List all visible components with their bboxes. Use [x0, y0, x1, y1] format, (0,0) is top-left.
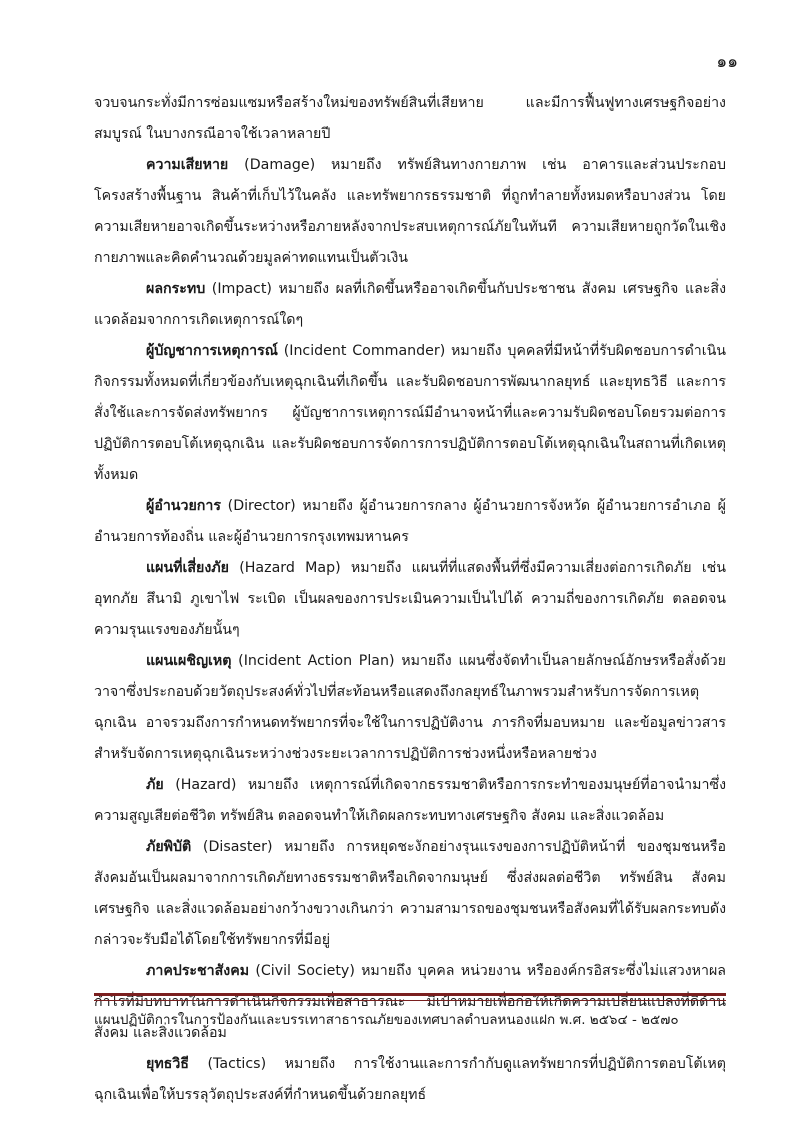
definition-impact	[94, 274, 726, 336]
definition-text: (Hazard) หมายถึง เหตุการณ์ที่เกิดจากธรรมชาติหรือการกระทำของมนุษย์ที่อาจนำมาซึ่ง ความสูญเสียต่อชีวิต ทรัพย์สิน ตลอดจนทำให้เกิดผลกระทบทางเศรษฐกิจ สังคม และสิ่งแวดล้อม	[94, 777, 726, 824]
definition-civil-society	[94, 956, 726, 1049]
definition-text: (Tactics) หมายถึง การใช้งานและการกำกับดูแลทรัพยากรที่ปฏิบัติการตอบโต้เหตุฉุกเฉินเพื่อให้บรรลุวัตถุประสงค์ที่กำหนดขึ้นด้วยกลยุทธ์	[94, 1056, 726, 1103]
definition-hazard	[94, 770, 726, 832]
term: ยุทธวิธี	[146, 1056, 189, 1072]
term: ความเสียหาย	[146, 157, 229, 173]
intro-paragraph: จวบจนกระทั่งมีการซ่อมแซมหรือสร้างใหม่ของทรัพย์สินที่เสียหาย และมีการฟื้นฟูทางเศรษฐกิจอย่างสมบูรณ์ ในบางกรณีอาจใช้เวลาหลายปี	[94, 95, 726, 142]
definition-damage	[94, 150, 726, 274]
footer-divider	[94, 993, 726, 1001]
definition-text: (Damage) หมายถึง ทรัพย์สินทางกายภาพ เช่น อาคารและส่วนประกอบ โครงสร้างพื้นฐาน สินค้าที่เก็บไว้ในคลัง และทรัพยากรธรรมชาติ ที่ถูกทำลายทั้งหมดหรือบางส่วน โดยความเสียหายอาจเกิดขึ้นระหว่างหรือภายหลังจากประสบเหตุการณ์ภัยในทันที ความเสียหายถูกวัดในเชิงกายภาพและคิดคำนวณด้วยมูลค่าทดแทนเป็นตัวเงิน	[94, 157, 726, 266]
term: ผู้บัญชาการเหตุการณ์	[146, 343, 278, 359]
definition-text: (Incident Action Plan) หมายถึง แผนซึ่งจัดทำเป็นลายลักษณ์อักษรหรือสั่งด้วยวาจาซึ่งประกอบด้วยวัตถุประสงค์ทั่วไปที่สะท้อนหรือแสดงถึงกลยุทธ์ในภาพรวมสำหรับการจัดการเหตุฉุกเฉิน อาจรวมถึงการกำหนดทรัพยากรที่จะใช้ในการปฏิบัติงาน ภารกิจที่มอบหมาย และข้อมูลข่าวสารสำหรับจัดการเหตุฉุกเฉินระหว่างช่วงระยะเวลาการปฏิบัติการช่วงหนึ่งหรือหลายช่วง	[94, 653, 726, 762]
term: ภัย	[146, 777, 164, 793]
definition-incident-action-plan	[94, 646, 726, 770]
definition-text: (Incident Commander) หมายถึง บุคคลที่มีหน้าที่รับผิดชอบการดำเนินกิจกรรมทั้งหมดที่เกี่ยวข้องกับเหตุฉุกเฉินที่เกิดขึ้น และรับผิดชอบการพัฒนากลยุทธ์ และยุทธวิธี และการสั่งใช้และการจัดส่งทรัพยากร ผู้บัญชาการเหตุการณ์มีอำนาจหน้าที่และความรับผิดชอบโดยรวมต่อการปฏิบัติการตอบโต้เหตุฉุกเฉิน และรับผิดชอบการจัดการการปฏิบัติการตอบโต้เหตุฉุกเฉินในสถานที่เกิดเหตุทั้งหมด	[94, 343, 726, 483]
definition-disaster	[94, 832, 726, 956]
definition-hazard-map	[94, 553, 726, 646]
definition-tactics	[94, 1049, 726, 1111]
definition-text: (Director) หมายถึง ผู้อำนวยการกลาง ผู้อำนวยการจังหวัด ผู้อำนวยการอำเภอ ผู้อำนวยการท้องถิ่น และผู้อำนวยการกรุงเทพมหานคร	[94, 498, 726, 545]
term: ภัยพิบัติ	[146, 839, 192, 855]
definition-text: (Civil Society) หมายถึง บุคคล หน่วยงาน หรือองค์กรอิสระซึ่งไม่แสวงหาผลกำไรที่มีบทบาทในการดำเนินกิจกรรมเพื่อสาธารณะ มีเป้าหมายเพื่อก่อให้เกิดความเปลี่ยนแปลงที่ดีด้านสังคม และสิ่งแวดล้อม	[94, 963, 726, 1041]
document-body	[94, 88, 726, 1111]
term: ผลกระทบ	[146, 281, 206, 297]
definition-director	[94, 491, 726, 553]
term: แผนเผชิญเหตุ	[146, 653, 232, 669]
definition-text: (Hazard Map) หมายถึง แผนที่ที่แสดงพื้นที่ซึ่งมีความเสี่ยงต่อการเกิดภัย เช่น อุทกภัย สึนามิ ภูเขาไฟ ระเบิด เป็นผลของการประเมินความเป็นไปได้ ความถี่ของการเกิดภัย ตลอดจนความรุนแรงของภัยนั้นๆ	[94, 560, 726, 638]
definition-incident-commander	[94, 336, 726, 491]
definition-text: (Disaster) หมายถึง การหยุดชะงักอย่างรุนแรงของการปฏิบัติหน้าที่ ของชุมชนหรือสังคมอันเป็นผลมาจากการเกิดภัยทางธรรมชาติหรือเกิดจากมนุษย์ ซึ่งส่งผลต่อชีวิต ทรัพย์สิน สังคม เศรษฐกิจ และสิ่งแวดล้อมอย่างกว้างขวางเกินกว่า ความสามารถของชุมชนหรือสังคมที่ได้รับผลกระทบดังกล่าวจะรับมือได้โดยใช้ทรัพยากรที่มีอยู่	[94, 839, 726, 948]
page-number: ๑๑	[716, 52, 738, 72]
term: แผนที่เสี่ยงภัย	[146, 560, 229, 576]
definition-text: (Impact) หมายถึง ผลที่เกิดขึ้นหรืออาจเกิดขึ้นกับประชาชน สังคม เศรษฐกิจ และสิ่งแวดล้อมจากการเกิดเหตุการณ์ใดๆ	[94, 281, 726, 328]
term: ผู้อำนวยการ	[146, 498, 221, 514]
term: ภาคประชาสังคม	[146, 963, 250, 979]
footer-text: แผนปฏิบัติการในการป้องกันและบรรเทาสาธารณภัยของเทศบาลตำบลหนองแฝก พ.ศ. ๒๕๖๔ - ๒๕๗๐	[94, 1012, 679, 1028]
